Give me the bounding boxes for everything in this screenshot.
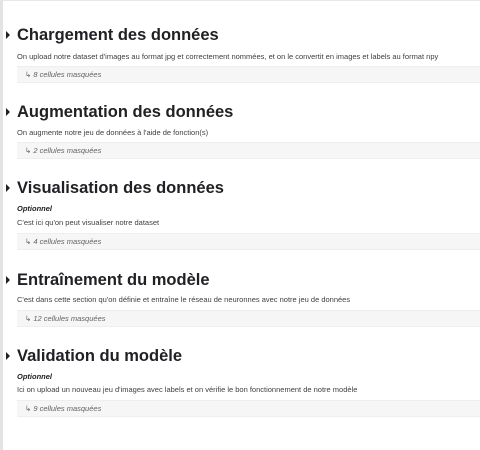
collapse-caret-icon[interactable] — [6, 31, 10, 39]
section-title: Chargement des données — [17, 25, 219, 44]
section-header[interactable] — [3, 23, 480, 47]
section-subtitle: Optionnel — [17, 372, 52, 381]
hidden-cells-label: ↳ 4 cellules masquées — [25, 237, 102, 246]
section-header[interactable] — [3, 176, 480, 200]
collapse-caret-icon[interactable] — [6, 352, 10, 360]
hidden-cells-bar[interactable] — [17, 233, 480, 250]
hidden-cells-label: ↳ 12 cellules masquées — [25, 314, 106, 323]
section-header[interactable] — [3, 100, 480, 124]
section-title: Entraînement du modèle — [17, 270, 210, 289]
collapse-caret-icon[interactable] — [6, 108, 10, 116]
section-chargement — [3, 23, 480, 85]
section-title: Validation du modèle — [17, 346, 183, 365]
hidden-cells-bar[interactable] — [17, 142, 480, 159]
section-visualisation — [3, 176, 480, 252]
hidden-cells-bar[interactable] — [17, 66, 480, 83]
section-subtitle: Optionnel — [17, 204, 52, 213]
section-header[interactable] — [3, 344, 480, 368]
section-header[interactable] — [3, 268, 480, 292]
section-title: Visualisation des données — [17, 178, 224, 197]
section-title: Augmentation des données — [17, 102, 234, 121]
section-augmentation — [3, 100, 480, 162]
section-description: Ici on upload un nouveau jeu d'images avec labels et on vérifie le bon fonctionnement de notre modèle — [17, 385, 358, 394]
section-description: On augmente notre jeu de données à l'aide de fonction(s) — [17, 128, 209, 137]
hidden-cells-label: ↳ 8 cellules masquées — [25, 70, 102, 79]
hidden-cells-label: ↳ 9 cellules masquées — [25, 404, 102, 413]
section-description: C'est ici qu'on peut visualiser notre dataset — [17, 218, 160, 227]
section-validation — [3, 344, 480, 420]
section-description: On upload notre dataset d'images au format jpg et correctement nommées, et on le convertit en images et labels au format npy — [17, 52, 439, 61]
collapse-caret-icon[interactable] — [6, 184, 10, 192]
hidden-cells-bar[interactable] — [17, 310, 480, 327]
hidden-cells-bar[interactable] — [17, 400, 480, 417]
hidden-cells-label: ↳ 2 cellules masquées — [25, 146, 102, 155]
section-entrainement — [3, 268, 480, 330]
section-description: C'est dans cette section qu'on définie et entraîne le réseau de neuronnes avec notre jeu de données — [17, 295, 351, 304]
collapse-caret-icon[interactable] — [6, 276, 10, 284]
